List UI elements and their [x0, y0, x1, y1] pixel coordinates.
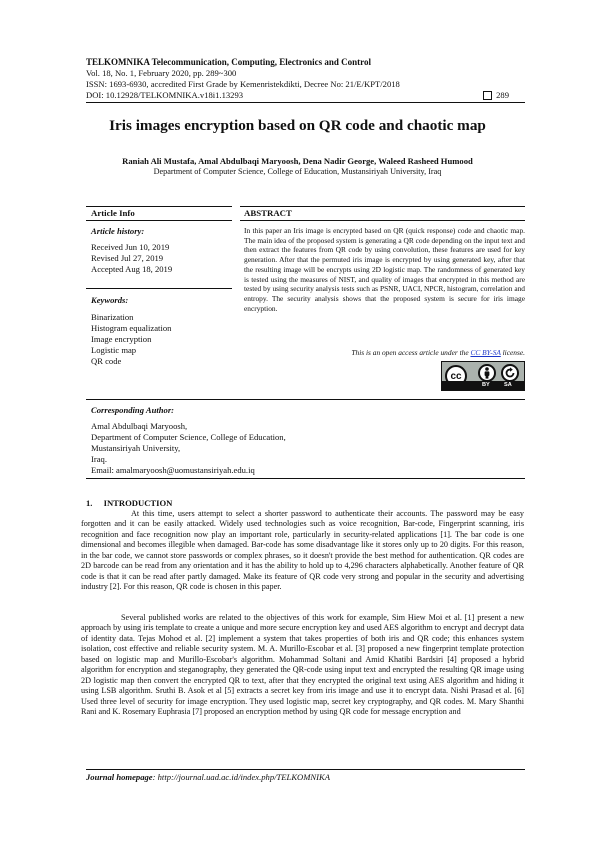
- corresponding-email[interactable]: Email: amalmaryoosh@uomustansiriyah.edu.iq: [91, 465, 255, 475]
- corresponding-details: [91, 421, 286, 476]
- history-list: [91, 242, 172, 275]
- homepage-label: Journal homepage: [86, 772, 153, 782]
- history-revised: Revised Jul 27, 2019: [91, 253, 164, 263]
- history-received: Received Jun 10, 2019: [91, 242, 170, 252]
- share-alike-icon: [501, 364, 519, 382]
- history-heading: Article history:: [91, 226, 145, 236]
- footer-rule: [86, 769, 525, 770]
- open-access-note: [244, 348, 525, 357]
- intro-paragraph-1: At this time, users attempt to select a shorter password to authenticate their accounts. The password may be easy forgotten and it can be easily attacked. Widely used technologies such as voice recognition, Bar-code, Fingerprint scanning, iris recognition and face recognition now play an important role, particularly in security-related applications [1]. The bar code is one dimensional and becomes illegible when damaged. Bar-code has some disadvantage like it stores only up to 20 digits. For this reason, in the bar code, we cannot store passwords or complex phrases, so it doesn't provide the best method for authentication. QR codes are 2D barcode can be read from any orientation and it has the ability to hold up to 4,296 characters alphabetically. Another feature of QR code is that it can be read after partly damaged. Make its feature of QR code very strong and popular in the security and advertising industry [2]. For this reason, QR code is chosen in this paper.: [81, 509, 524, 592]
- homepage-url: : http://journal.uad.ac.id/index.php/TELKOMNIKA: [152, 772, 330, 782]
- journal-issn: ISSN: 1693-6930, accredited First Grade by Kemenristekdikti, Decree No: 21/E/KPT/2018: [86, 79, 400, 89]
- corresponding-country: Iraq.: [91, 454, 107, 464]
- keywords-list: [91, 312, 171, 367]
- keyword-item: Binarization: [91, 312, 134, 322]
- keyword-item: Histogram equalization: [91, 323, 172, 333]
- cc-by-sa-link[interactable]: CC BY-SA: [470, 348, 501, 357]
- article-info-heading: Article Info: [91, 208, 135, 218]
- corresponding-rule: [86, 478, 525, 479]
- section-heading-introduction: [86, 498, 172, 508]
- cc-logo-text: cc: [450, 370, 462, 382]
- page-number: 289: [496, 90, 509, 100]
- intro-paragraph-2: Several published works are related to the objectives of this work for example, Sim Hiew Moi et al. [1] present a new approach by using iris template to create a unique and more secure encryption key and used AES algorithm to encrypt and decrypt data of identity data. Tejas Mohod et al. [2] implement a system that takes properties of both iris and QR code; this enhances system isolation, cost effective and reliable security system. M. A. Murillo-Escobar et al. [3] proposed a new fingerprint template protection based on logistic map and Murillo-Escobar's algorithm. Mohammad Soltani and Amid Khatibi Bardsiri [4] proposed a hybrid algorithm for encryption and steganography, they generated the QR-code using input text and encrypted the resulting QR image using 2D logistic map then convert the encrypted QR to text, after that they encrypted the original text using AES algorithm and hiding it using LSB algorithm. Sruthi B. Asok et al [5] extracts a secret key from iris image and use it to encrypt data. Nishi Prasad et al. [6] Used three level of security for image encryption. They used logistic map, secret key cryptography, and QR codes. M. Mary Shanthi Rani and K. Rosemary Euphrasia [7] proposed an encryption method by using QR code for message encryption and: [81, 613, 524, 717]
- page-number-group: [483, 90, 509, 100]
- keyword-item: Logistic map: [91, 345, 137, 355]
- person-icon-glyph: [482, 367, 492, 379]
- abstract-top-rule: [240, 206, 525, 207]
- section-number: 1.: [86, 498, 93, 508]
- abstract-heading: ABSTRACT: [244, 208, 292, 218]
- person-icon: [478, 364, 496, 382]
- author-list: Raniah Ali Mustafa, Amal Abdulbaqi Maryoosh, Dena Nadir George, Waleed Rasheed Humood: [122, 156, 473, 166]
- cc-by-sa-badge[interactable]: [441, 361, 525, 391]
- corresponding-heading: Corresponding Author:: [91, 405, 175, 415]
- share-alike-icon-glyph: [504, 367, 516, 379]
- corresponding-dept: Department of Computer Science, College of Education,: [91, 432, 286, 442]
- abstract-text: In this paper an Iris image is encrypted based on QR (quick response) code and chaotic map. The main idea of the proposed system is generating a QR code depending on the input text and then extract the features from QR code by using convolution, these features are used for key generation. After that the permuted iris image is encrypted by using generated key, after that the resulting image will be encrypts using 2D logistic map. The randomness of generated key is tested using the measures of NIST, and quality of images that encrypted in this method are tested by using security analysis tests such as PSNR, UACI, NPCR, histogram, correlation and entropy. The security analysis shows that the proposed system is secure for iris image encryption.: [244, 226, 525, 313]
- history-rule: [86, 288, 232, 289]
- square-icon: [483, 91, 492, 100]
- keyword-item: Image encryption: [91, 334, 152, 344]
- journal-name: TELKOMNIKA Telecommunication, Computing, Electronics and Control: [86, 57, 371, 67]
- journal-volume: Vol. 18, No. 1, February 2020, pp. 289~300: [86, 68, 237, 78]
- open-access-prefix: This is an open access article under the: [351, 348, 471, 357]
- journal-homepage[interactable]: [86, 772, 330, 782]
- header-rule: [86, 102, 525, 103]
- corresponding-univ: Mustansiriyah University,: [91, 443, 181, 453]
- info-top-rule: [86, 206, 232, 207]
- open-access-suffix: license.: [500, 348, 525, 357]
- paper-title: Iris images encryption based on QR code and chaotic map: [109, 117, 486, 134]
- corresponding-name: Amal Abdulbaqi Maryoosh,: [91, 421, 188, 431]
- info-heading-rule: [86, 220, 232, 221]
- section-title: INTRODUCTION: [103, 498, 173, 508]
- by-label: BY: [482, 382, 490, 388]
- affiliation: Department of Computer Science, College of Education, Mustansiriyah University, Iraq: [153, 167, 442, 176]
- cc-badge-labels: [442, 381, 524, 390]
- sa-label: SA: [504, 382, 512, 388]
- history-accepted: Accepted Aug 18, 2019: [91, 264, 173, 274]
- article-doi: DOI: 10.12928/TELKOMNIKA.v18i1.13293: [86, 90, 244, 100]
- keyword-item: QR code: [91, 356, 122, 366]
- abstract-heading-rule: [240, 220, 525, 221]
- keywords-heading: Keywords:: [91, 295, 129, 305]
- abstract-bottom-rule: [86, 399, 525, 400]
